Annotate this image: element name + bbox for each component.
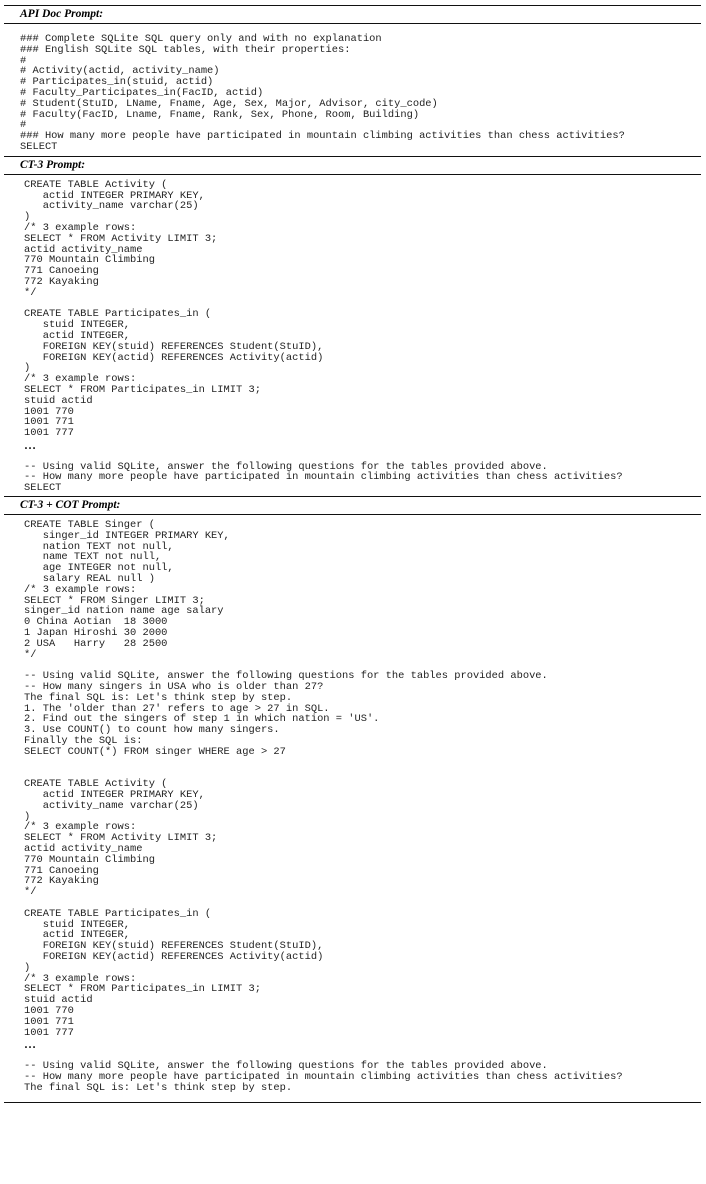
api-doc-prompt-code: ### Complete SQLite SQL query only and with no explanation ### English SQLite SQL tables, with their properties: # # Activity(actid, activity_name) # Participates_in(stuid, actid) # Faculty_Participates_in(FacID, actid) # Student(StuID, LName, Fname, Age, Sex, Major, Advisor, city_code) # Faculty(FacID, Lname, Fname, Rank, Sex, Phone, Room, Building) # ### How many more people have participated in mountain climbing activities than chess activities? SELECT [20,33,625,153]
bottom-rule [4,1102,701,1103]
ct3-prompt-body [4,175,701,496]
ct3-prompt-code-part2: -- Using valid SQLite, answer the following questions for the tables provided above. -- How many more people have participated in mountain climbing activities than chess activities? SELECT [24,460,623,495]
ct3-cot-prompt-body [4,515,701,1101]
ct3-cot-prompt-ellipsis: … [24,1037,36,1052]
ct3-cot-prompt-code-part2: -- Using valid SQLite, answer the following questions for the tables provided above. -- How many more people have participated in mountain climbing activities than chess activities? The final SQL is: Let's think step by step. [24,1060,623,1094]
ct3-prompt-code-part1: CREATE TABLE Activity ( actid INTEGER PRIMARY KEY, activity_name varchar(25) ) /* 3 example rows: SELECT * FROM Activity LIMIT 3; actid activity_name 770 Mountain Climbing 771 Canoeing 772 Kayaking */ CREATE TABLE Participates_in ( stuid INTEGER, actid INTEGER, FOREIGN KEY(stuid) REFERENCES Student(StuID), FOREIGN KEY(actid) REFERENCES Activity(actid) ) /* 3 example rows: SELECT * FROM Participates_in LIMIT 3; stuid actid 1001 770 1001 771 1001 777 [24,178,324,440]
api-doc-prompt-header: API Doc Prompt: [20,8,104,20]
prompt-figure [4,5,701,1103]
ct3-cot-prompt-header: CT-3 + COT Prompt: [20,499,121,512]
ct3-prompt-ellipsis: … [24,437,36,452]
ct3-prompt-header: CT-3 Prompt: [20,158,86,171]
ct3-cot-prompt-code-part1: CREATE TABLE Singer ( singer_id INTEGER PRIMARY KEY, nation TEXT not null, name TEXT not null, age INTEGER not null, salary REAL null ) /* 3 example rows: SELECT * FROM Singer LIMIT 3; singer_id nation name age salary 0 China Aotian 18 3000 1 Japan Hiroshi 30 2000 2 USA Harry 28 2500 */ -- Using valid SQLite, answer the following questions for the tables provided above. -- How many singers in USA who is older than 27? The final SQL is: Let's think step by step. 1. The 'older than 27' refers to age > 27 in SQL. 2. Find out the singers of step 1 in which nation = 'US'. 3. Use COUNT() to count how many singers. Finally the SQL is: SELECT COUNT(*) FROM singer WHERE age > 27 CREATE TABLE Activity ( actid INTEGER PRIMARY KEY, activity_name varchar(25) ) /* 3 example rows: SELECT * FROM Activity LIMIT 3; actid activity_name 770 Mountain Climbing 771 Canoeing 772 Kayaking */ CREATE TABLE Participates_in ( stuid INTEGER, actid INTEGER, FOREIGN KEY(stuid) REFERENCES Student(StuID), FOREIGN KEY(actid) REFERENCES Activity(actid) ) /* 3 example rows: SELECT * FROM Participates_in LIMIT 3; stuid actid 1001 770 1001 771 1001 777 [24,519,548,1039]
